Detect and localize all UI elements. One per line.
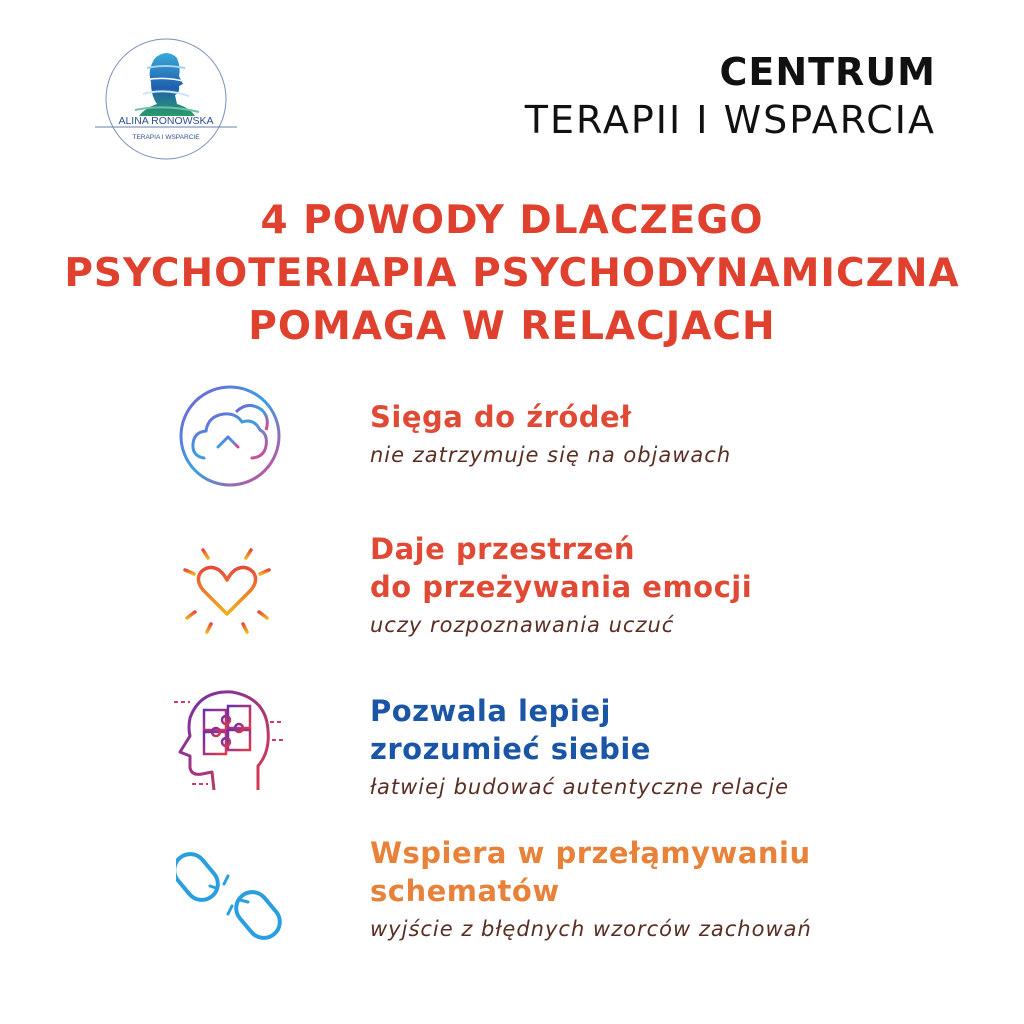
reason-item-2: [370, 530, 752, 640]
reason-item-3: [370, 692, 789, 802]
reason-title-line: Pozwala lepiej: [370, 694, 611, 728]
reason-title-line: Wspiera w przełąmywaniu: [370, 836, 811, 870]
reason-title-4: [370, 834, 812, 910]
brand-line-2: TERAPII I WSPARCIA: [524, 98, 936, 142]
logo: [95, 38, 237, 160]
head-puzzle-icon: [174, 684, 284, 801]
brand: [525, 50, 936, 144]
headline-line-2: PSYCHOTERIAPIA PSYCHODYNAMICZNA: [64, 251, 960, 296]
cloud-upload-icon: [178, 384, 282, 493]
headline-line-1: 4 POWODY DLACZEGO: [260, 198, 764, 243]
reason-subtitle-1: nie zatrzymuje się na objawach: [370, 443, 732, 467]
reason-subtitle-2: uczy rozpoznawania uczuć: [370, 613, 675, 637]
reason-item-4: [370, 834, 812, 944]
reason-title-line: do przeżywania emocji: [370, 570, 753, 604]
reason-title-line: schematów: [370, 874, 560, 908]
reason-title-1: [370, 398, 731, 436]
logo-head-icon: [95, 38, 237, 160]
headline-line-3: POMAGA W RELACJACH: [248, 304, 776, 349]
broken-chain-icon: [176, 842, 284, 955]
reason-title-3: [370, 692, 789, 768]
reason-title-line: zrozumieć siebie: [370, 732, 651, 766]
logo-tagline: TERAPIA I WSPARCIE: [132, 134, 200, 141]
reason-title-2: [370, 530, 752, 606]
reason-title-line: Sięga do źródeł: [370, 400, 632, 434]
reason-subtitle-4: wyjście z błędnych wzorców zachowań: [370, 917, 812, 941]
reason-item-1: [370, 398, 731, 470]
reason-subtitle-3: łatwiej budować autentyczne relacje: [370, 775, 789, 799]
brand-line-1: CENTRUM: [719, 50, 936, 94]
logo-name: ALINA RONOWSKA: [118, 115, 214, 127]
headline: [0, 194, 1024, 353]
reason-title-line: Daje przestrzeń: [370, 532, 636, 566]
heart-sun-icon: [177, 536, 277, 645]
